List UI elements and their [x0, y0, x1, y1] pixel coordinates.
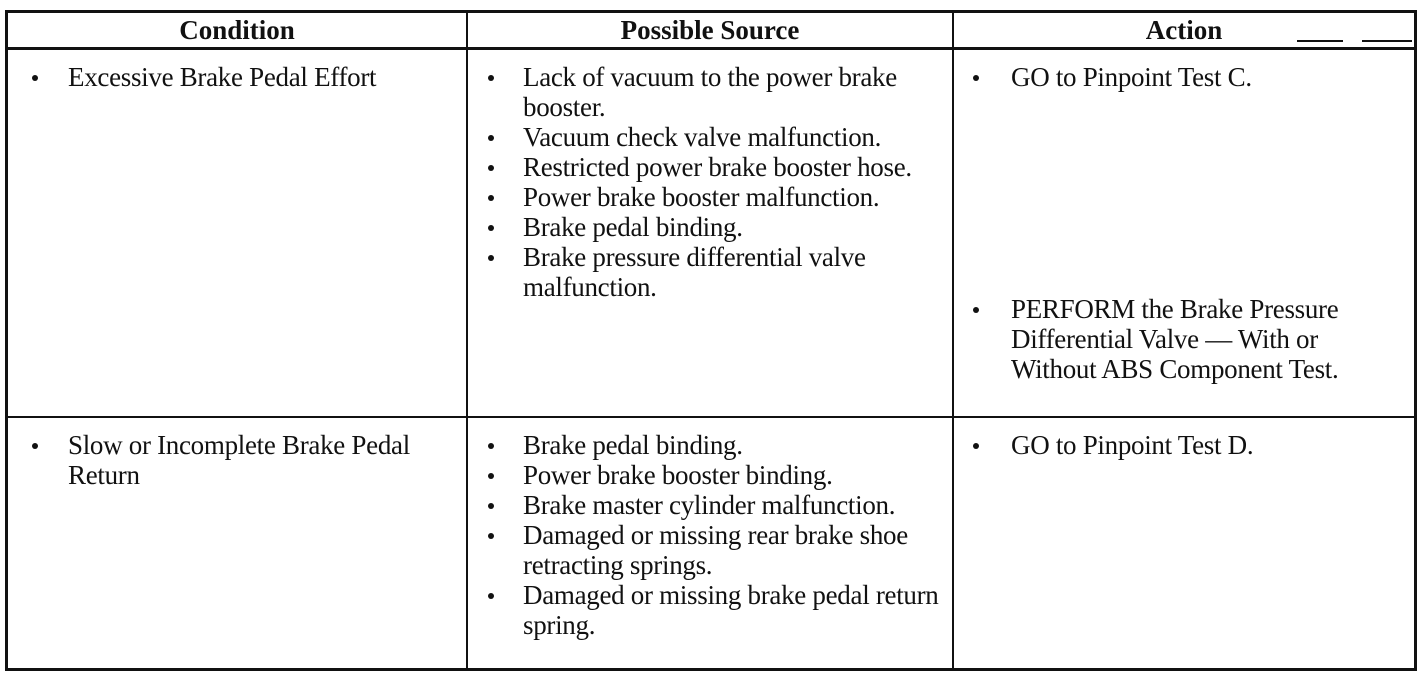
- source-item: [468, 460, 944, 490]
- bullet-icon: [488, 75, 494, 81]
- source-text: Brake pressure differential valve malfunction.: [523, 242, 866, 302]
- header-underline-right: [1362, 40, 1412, 42]
- source-text: Power brake booster binding.: [523, 460, 833, 490]
- source-item: [468, 242, 944, 302]
- row-2-source-cell: [468, 418, 954, 668]
- action-text: GO to Pinpoint Test C.: [1011, 62, 1252, 92]
- bullet-icon: [32, 75, 38, 81]
- bullet-icon: [488, 533, 494, 539]
- condition-item: [8, 62, 458, 92]
- source-text: Power brake booster malfunction.: [523, 182, 880, 212]
- condition-item: [8, 430, 458, 490]
- row-1-source-cell: [468, 50, 954, 418]
- bullet-icon: [488, 593, 494, 599]
- source-text: Restricted power brake booster hose.: [523, 152, 912, 182]
- source-item: [468, 122, 944, 152]
- header-action: [954, 13, 1414, 50]
- header-source-label: Possible Source: [620, 15, 800, 45]
- bullet-icon: [973, 307, 979, 313]
- action-item: [954, 430, 1406, 460]
- bullet-icon: [973, 443, 979, 449]
- source-item: [468, 430, 944, 460]
- diagnosis-table: [5, 10, 1417, 671]
- row-2-action-cell: [954, 418, 1414, 668]
- condition-text: Slow or Incomplete Brake Pedal Return: [68, 430, 410, 490]
- bullet-icon: [488, 473, 494, 479]
- bullet-icon: [32, 443, 38, 449]
- row-2-condition-cell: [8, 418, 468, 668]
- row-1-action-cell: [954, 50, 1414, 418]
- action-text: PERFORM the Brake Pressure Differential Valve — With or Without ABS Component Test.: [1011, 294, 1339, 384]
- source-text: Brake pedal binding.: [523, 212, 743, 242]
- source-item: [468, 580, 944, 640]
- source-text: Brake pedal binding.: [523, 430, 743, 460]
- header-condition: [8, 13, 468, 50]
- source-text: Brake master cylinder malfunction.: [523, 490, 896, 520]
- condition-text: Excessive Brake Pedal Effort: [68, 62, 377, 92]
- bullet-icon: [488, 255, 494, 261]
- source-item: [468, 182, 944, 212]
- source-item: [468, 520, 944, 580]
- source-text: Vacuum check valve malfunction.: [523, 122, 882, 152]
- bullet-icon: [488, 195, 494, 201]
- bullet-icon: [488, 225, 494, 231]
- row-1-condition-cell: [8, 50, 468, 418]
- header-underline-left: [1297, 40, 1343, 42]
- header-condition-label: Condition: [179, 15, 295, 45]
- bullet-icon: [973, 75, 979, 81]
- source-item: [468, 62, 944, 122]
- bullet-icon: [488, 135, 494, 141]
- source-text: Damaged or missing brake pedal return spring.: [523, 580, 939, 640]
- source-text: Lack of vacuum to the power brake booster.: [523, 62, 897, 122]
- bullet-icon: [488, 503, 494, 509]
- bullet-icon: [488, 443, 494, 449]
- source-item: [468, 152, 944, 182]
- header-possible-source: [468, 13, 954, 50]
- action-text: GO to Pinpoint Test D.: [1011, 430, 1254, 460]
- source-item: [468, 490, 944, 520]
- bullet-icon: [488, 165, 494, 171]
- action-item: [954, 62, 1406, 92]
- action-item: [954, 294, 1406, 384]
- source-text: Damaged or missing rear brake shoe retracting springs.: [523, 520, 908, 580]
- header-action-label: Action: [1145, 15, 1223, 45]
- source-item: [468, 212, 944, 242]
